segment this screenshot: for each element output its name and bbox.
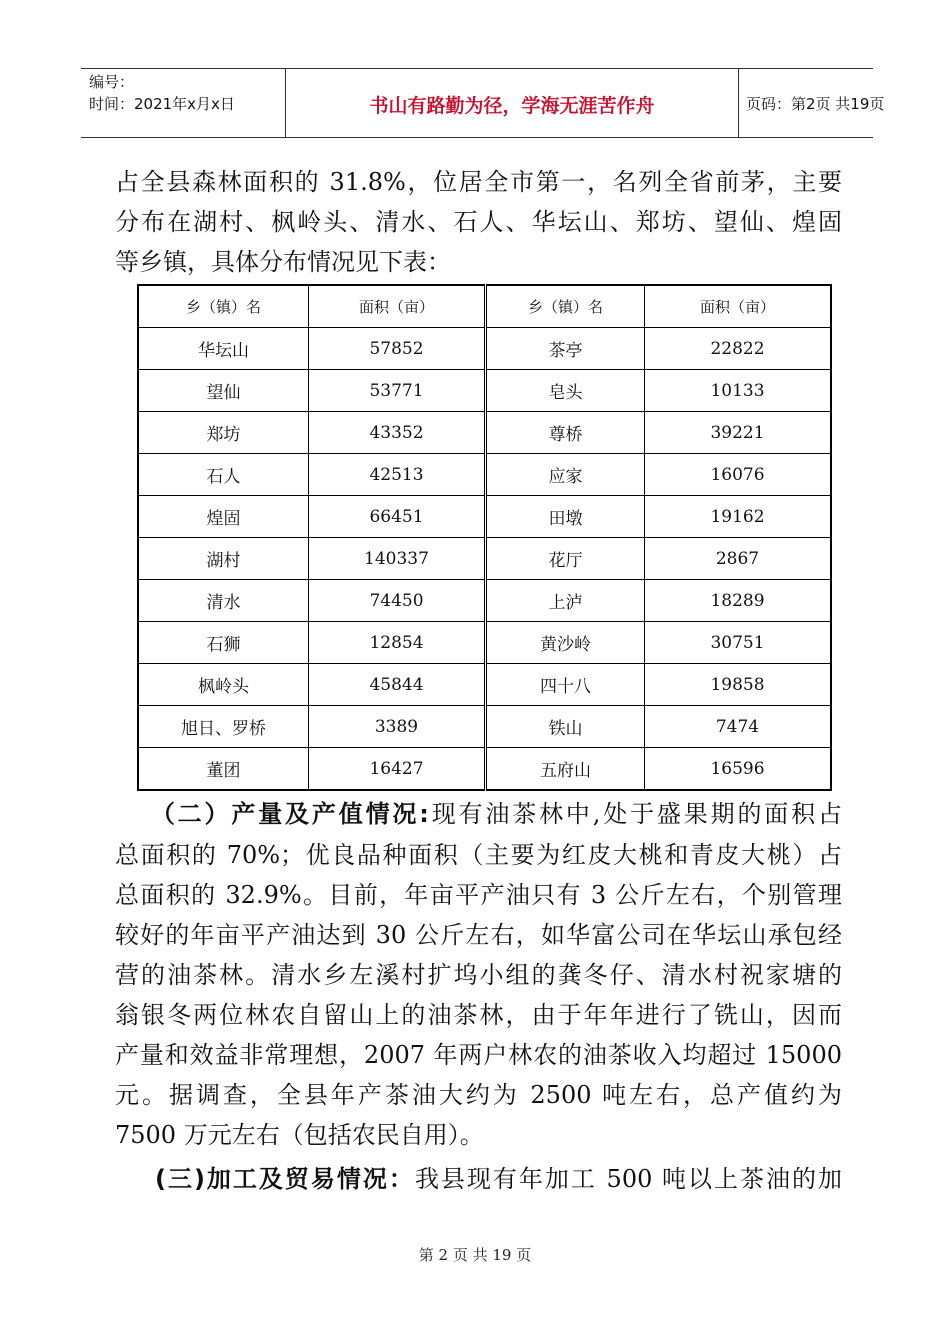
column-header: 面积（亩）: [645, 285, 832, 328]
area-value-cell: 19162: [645, 496, 832, 538]
township-name-cell: 清水: [138, 580, 309, 622]
column-header: 乡（镇）名: [138, 285, 309, 328]
section3-heading: (三)加工及贸易情况：: [155, 1165, 415, 1193]
area-value-cell: 39221: [645, 412, 832, 454]
area-value-cell: 2867: [645, 538, 832, 580]
area-value-cell: 43352: [309, 412, 486, 454]
area-value-cell: 42513: [309, 454, 486, 496]
table-row: [138, 580, 831, 622]
township-name-cell: 望仙: [138, 370, 309, 412]
area-value-cell: 16076: [645, 454, 832, 496]
intro-line: 分布在湖村、枫岭头、清水、石人、华坛山、郑坊、望仙、煌固: [115, 208, 842, 236]
township-name-cell: 旭日、罗桥: [138, 706, 309, 748]
township-name-cell: 石人: [138, 454, 309, 496]
section2-first-line-text: 现有油茶林中,处于盛果期的面积占: [428, 800, 842, 828]
section2-heading: （二）产量及产值情况:: [148, 800, 429, 828]
table-row: [138, 496, 831, 538]
area-value-cell: 53771: [309, 370, 486, 412]
township-name-cell: 枫岭头: [138, 664, 309, 706]
column-header: 乡（镇）名: [486, 285, 645, 328]
area-value-cell: 3389: [309, 706, 486, 748]
table-header-row: [138, 285, 831, 328]
township-name-cell: 上泸: [486, 580, 645, 622]
table-row: [138, 328, 831, 370]
page-footer: 第 2 页 共 19 页: [418, 1246, 532, 1264]
intro-line: 等乡镇，具体分布情况见下表：: [115, 248, 451, 276]
area-value-cell: 16596: [645, 748, 832, 791]
area-value-cell: 18289: [645, 580, 832, 622]
area-value-cell: 16427: [309, 748, 486, 791]
distribution-table: [137, 284, 832, 791]
header-motto: 书山有路勤为径，学海无涯苦作舟: [369, 95, 655, 117]
township-name-cell: 皂头: [486, 370, 645, 412]
area-value-cell: 74450: [309, 580, 486, 622]
township-name-cell: 石狮: [138, 622, 309, 664]
area-value-cell: 22822: [645, 328, 832, 370]
table-row: [138, 748, 831, 791]
section2-line: 产量和效益非常理想，2007 年两户林农的油茶收入均超过 15000: [115, 1041, 842, 1069]
township-name-cell: 茶亭: [486, 328, 645, 370]
section2-line: 翁银冬两位林农自留山上的油茶林，由于年年进行了铣山，因而: [115, 1001, 842, 1029]
section2-line: 营的油茶林。清水乡左溪村扩坞小组的龚冬仔、清水村祝家塘的: [115, 961, 842, 989]
header-page-cell: [738, 69, 885, 137]
document-number-label: 编号：: [89, 73, 135, 91]
township-name-cell: 华坛山: [138, 328, 309, 370]
area-value-cell: 66451: [309, 496, 486, 538]
document-time-label: 时间：2021年x月x日: [89, 95, 235, 113]
township-name-cell: 五府山: [486, 748, 645, 791]
area-value-cell: 10133: [645, 370, 832, 412]
section3-first-line: [115, 1160, 842, 1198]
township-name-cell: 湖村: [138, 538, 309, 580]
section2-line: 7500 万元左右（包括农民自用）。: [115, 1121, 484, 1149]
section2-line: 较好的年亩平产油达到 30 公斤左右，如华富公司在华坛山承包经: [115, 921, 842, 949]
header-motto-cell: [285, 69, 739, 137]
section2-first-line: [115, 795, 842, 833]
township-name-cell: 尊桥: [486, 412, 645, 454]
area-value-cell: 7474: [645, 706, 832, 748]
section2-line: 总面积的 32.9%。目前，年亩平产油只有 3 公斤左右，个别管理: [115, 881, 842, 909]
table-row: [138, 412, 831, 454]
intro-line: 占全县森林面积的 31.8%，位居全市第一，名列全省前茅，主要: [115, 168, 842, 196]
township-name-cell: 田墩: [486, 496, 645, 538]
section2-line: 元。据调查，全县年产茶油大约为 2500 吨左右，总产值约为: [115, 1081, 842, 1109]
township-name-cell: 铁山: [486, 706, 645, 748]
township-name-cell: 煌固: [138, 496, 309, 538]
township-name-cell: 应家: [486, 454, 645, 496]
header-page-number: 页码：第2页 共19页: [746, 95, 885, 113]
township-name-cell: 黄沙岭: [486, 622, 645, 664]
township-name-cell: 董团: [138, 748, 309, 791]
table-row: [138, 370, 831, 412]
township-name-cell: 四十八: [486, 664, 645, 706]
township-name-cell: 花厅: [486, 538, 645, 580]
page-header: [81, 68, 885, 138]
area-value-cell: 45844: [309, 664, 486, 706]
area-value-cell: 140337: [309, 538, 486, 580]
area-value-cell: 19858: [645, 664, 832, 706]
area-value-cell: 12854: [309, 622, 486, 664]
area-value-cell: 57852: [309, 328, 486, 370]
section2-line: 总面积的 70%；优良品种面积（主要为红皮大桃和青皮大桃）占: [115, 841, 842, 869]
township-name-cell: 郑坊: [138, 412, 309, 454]
column-header: 面积（亩）: [309, 285, 486, 328]
table-row: [138, 706, 831, 748]
table-row: [138, 454, 831, 496]
section3-first-line-text: 我县现有年加工 500 吨以上茶油的加: [414, 1165, 842, 1193]
table-row: [138, 622, 831, 664]
table-row: [138, 538, 831, 580]
area-value-cell: 30751: [645, 622, 832, 664]
header-meta-cell: [81, 69, 285, 137]
table-row: [138, 664, 831, 706]
